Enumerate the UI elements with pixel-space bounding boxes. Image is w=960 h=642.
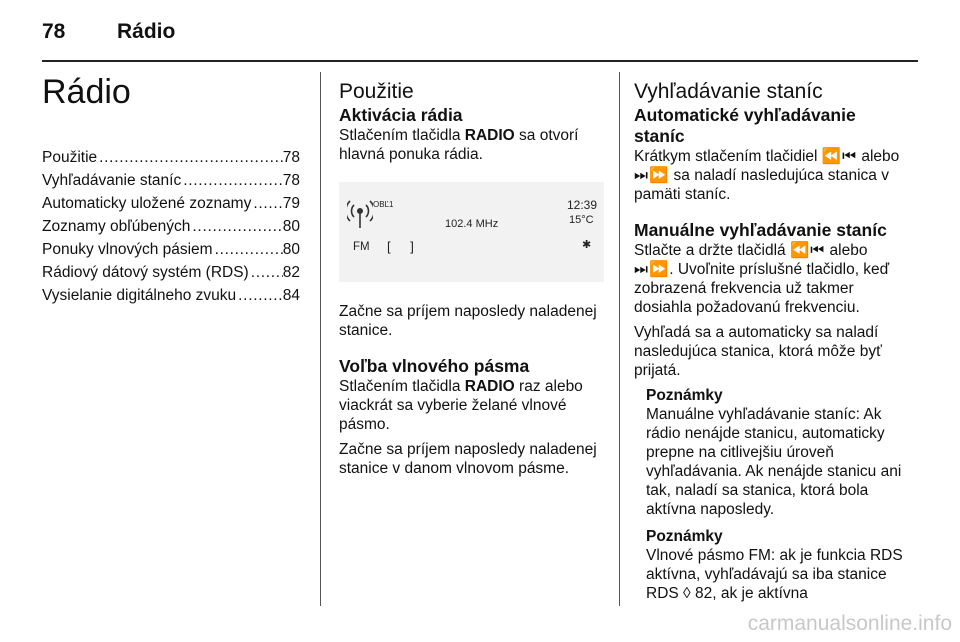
antenna-icon <box>347 198 373 232</box>
radio-display-figure <box>339 182 604 282</box>
toc-entry[interactable] <box>42 215 300 238</box>
search-heading: Vyhľadávanie staníc <box>634 80 823 103</box>
after-figure-text: Začne sa príjem naposledy naladenej stanice. <box>339 303 597 339</box>
auto-search-heading: Automatické vyhľadávanie staníc <box>634 105 856 146</box>
note-text: Vlnové pásmo FM: ak je funkcia RDS aktívna, vyhľadávajú sa iba stanice RDS ◊ 82, ak je aktívna <box>646 547 903 602</box>
toc-leader-dots <box>213 238 283 261</box>
toc-leader-dots <box>190 215 282 238</box>
toc-entry-page: 84 <box>282 287 300 304</box>
table-of-contents <box>42 146 300 307</box>
watermark: carmanualsonline.info <box>747 612 952 635</box>
bluetooth-icon: ✱ <box>582 239 592 251</box>
toc-entry-title: Použitie <box>42 149 98 166</box>
toc-entry-page: 79 <box>282 195 300 212</box>
toc-leader-dots <box>181 169 283 192</box>
band-select-text: Stlačením tlačidla RADIO raz alebo viackrát sa vyberie želané vlnové pásmo. <box>339 378 583 433</box>
temperature-readout: 15°C <box>569 214 594 226</box>
toc-leader-dots <box>97 146 283 169</box>
toc-entry[interactable] <box>42 169 300 192</box>
toc-leader-dots <box>249 261 283 284</box>
toc-entry-page: 82 <box>282 264 300 281</box>
seek-forward-icon: ⏭⏩ <box>634 167 670 184</box>
toc-entry-page: 80 <box>282 241 300 258</box>
column-divider <box>320 72 321 606</box>
toc-leader-dots <box>236 284 283 307</box>
clock-readout: 12:39 <box>567 198 598 212</box>
preset-brackets: [ ] <box>387 239 422 254</box>
toc-entry-title: Zoznamy obľúbených <box>42 218 191 235</box>
note-title: Poznámky <box>646 528 723 545</box>
running-title: Rádio <box>117 20 176 43</box>
toc-leader-dots <box>251 192 282 215</box>
note-title: Poznámky <box>646 387 723 404</box>
band-label: FM <box>353 241 370 253</box>
page-header <box>42 20 918 48</box>
frequency-readout: 102.4 MHz <box>445 218 499 230</box>
toc-entry-title: Ponuky vlnových pásiem <box>42 241 213 258</box>
header-rule <box>42 60 918 62</box>
radio-button-label: RADIO <box>464 378 515 395</box>
band-list-label: OBĽ1 <box>373 200 394 209</box>
toc-entry-title: Rádiový dátový systém (RDS) <box>42 264 249 281</box>
manual-search-text: Stlačte a držte tlačidlá ⏪⏮ alebo ⏭⏩. Uvoľnite príslušné tlačidlo, keď zobrazená frekvencia už takmer dosiahla požadovanú frekvenciu. <box>634 242 890 316</box>
chapter-title: Rádio <box>42 73 131 111</box>
toc-entry-title: Vyhľadávanie staníc <box>42 172 182 189</box>
toc-entry[interactable] <box>42 146 300 169</box>
toc-entry-title: Vysielanie digitálneho zvuku <box>42 287 237 304</box>
auto-search-text: Krátkym stlačením tlačidiel ⏪⏮ alebo ⏭⏩ sa naladí nasledujúca stanica v pamäti staníc. <box>634 148 900 203</box>
note-box <box>646 386 906 519</box>
page-number: 78 <box>42 20 66 43</box>
search-column <box>634 66 906 611</box>
toc-entry-page: 78 <box>282 149 300 166</box>
seek-forward-icon: ⏭⏩ <box>634 261 670 278</box>
toc-entry[interactable] <box>42 238 300 261</box>
seek-back-icon: ⏪⏮ <box>789 242 826 259</box>
toc-entry-page: 80 <box>282 218 300 235</box>
usage-heading: Použitie <box>339 80 414 103</box>
toc-entry-title: Automaticky uložené zoznamy <box>42 195 252 212</box>
toc-entry[interactable] <box>42 192 300 215</box>
toc-entry-page: 78 <box>282 172 300 189</box>
activation-heading: Aktivácia rádia <box>339 105 463 125</box>
activation-text: Stlačením tlačidla RADIO sa otvorí hlavná ponuka rádia. <box>339 127 579 163</box>
reference-icon: ◊ <box>683 585 691 602</box>
chapter-column <box>42 66 300 307</box>
seek-back-icon: ⏪⏮ <box>821 148 858 165</box>
note-text: Manuálne vyhľadávanie staníc: Ak rádio nenájde stanicu, automaticky prepne na citlivejšiu úroveň vyhľadávania. Ak nenájde stanicu ani tak, naladí sa stanica, ktorá bola aktívna naposledy. <box>646 406 902 518</box>
toc-entry[interactable] <box>42 261 300 284</box>
note-box <box>646 527 906 603</box>
band-select-text-2: Začne sa príjem naposledy naladenej stanice v danom vlnovom pásme. <box>339 441 597 477</box>
manual-search-heading: Manuálne vyhľadávanie staníc <box>634 220 887 240</box>
column-divider <box>619 72 620 606</box>
manual-search-text-2: Vyhľadá sa a automaticky sa naladí nasledujúca stanica, ktorá môže byť prijatá. <box>634 324 882 379</box>
toc-entry[interactable] <box>42 284 300 307</box>
radio-screen <box>341 194 601 260</box>
usage-column <box>339 66 604 484</box>
band-select-heading: Voľba vlnového pásma <box>339 356 530 376</box>
radio-button-label: RADIO <box>464 127 515 144</box>
